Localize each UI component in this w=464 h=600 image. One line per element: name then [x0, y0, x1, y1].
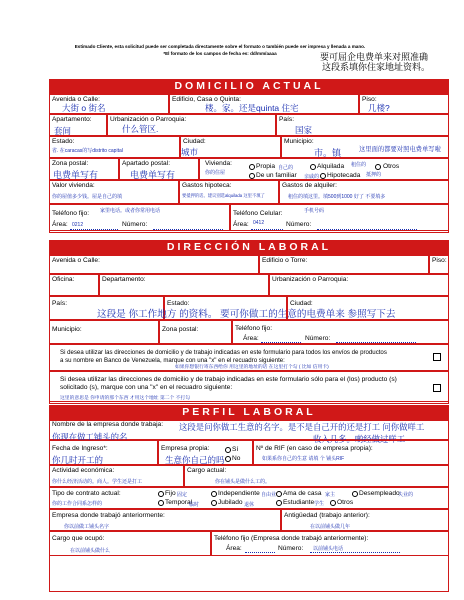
otros-label: Otros: [383, 163, 400, 170]
radio-no[interactable]: [225, 456, 231, 462]
field-avenida[interactable]: [49, 94, 169, 114]
temporal-label: Temporal: [165, 499, 193, 506]
empresa-nombre-value2: 收入几多。啲经做过咩工: [313, 434, 406, 444]
note-utility-bill: 要可屈企电费单来对照准确: [320, 52, 429, 62]
radio-fijo[interactable]: [158, 491, 164, 497]
fecha-ingreso-label: Fecha de Ingreso*:: [52, 445, 108, 452]
lab-edificio-label: Edificio o Torre:: [262, 257, 308, 264]
desempleado-note: 失业的: [398, 492, 414, 498]
familiar-note: 亲戚的: [304, 174, 320, 180]
empresa-propia-value: 生意你自己的吗: [165, 455, 225, 465]
apartado-postal-value: 电费单写有: [130, 170, 176, 180]
hipotecada-note: 抵押的: [366, 172, 382, 178]
lab-numero-label: Número:: [305, 335, 331, 342]
check1-text: Si desea utilizar las direcciones de domicilio y de trabajo indicadas en este formulario para todos los envíos de productos a su nombre en Banco de Venezuela, marque con una "x" en el recuadro siguiente:: [60, 349, 387, 364]
fijo-note: 固定: [177, 492, 188, 498]
lab-field-edificio[interactable]: [259, 255, 429, 274]
apartamento-value: 套间: [54, 126, 72, 136]
antiguedad-value: 在以前铺头做几年: [310, 524, 351, 530]
otros-contrato-label: Otros: [337, 499, 354, 506]
municipio-label: Municipio:: [284, 138, 314, 145]
instructions-line1: Estimado Cliente, esta solicitud puede ser completada directamente sobre el formato o también puede ser impresa y llenada a mano.: [74, 44, 366, 49]
field-valor-vivienda[interactable]: [49, 180, 179, 204]
check1-note: 如果你想银行寄东西给你 用这里的地址的话 在这里打个勾 ( 比如 信用卡): [175, 365, 329, 370]
gastos-alquiler-label: Gastos de alquiler:: [282, 182, 337, 189]
lab-zona-label: Zona postal:: [162, 326, 199, 333]
cargo-ocupo-value: 在以前铺头做什么: [70, 548, 111, 554]
field-telefono-celular: [230, 204, 449, 231]
piso-value: 几楼?: [368, 103, 390, 113]
lab-urbanizacion-label: Urbanización o Parroquia:: [272, 276, 349, 283]
field-cargo-ocupo[interactable]: [49, 531, 211, 556]
piso-label: Piso:: [362, 96, 377, 103]
pais-label: País:: [279, 116, 295, 123]
field-estado[interactable]: [49, 136, 180, 158]
cargo-actual-label: Cargo actual:: [187, 467, 227, 474]
temporal-note: 临时: [189, 502, 200, 508]
actividad-label: Actividad económica:: [52, 467, 115, 474]
avenida-label: Avenida o Calle:: [52, 96, 100, 103]
empresa-anterior-value: 你以前做工铺头名字: [64, 524, 110, 530]
celular-label: Teléfono Celular:: [233, 210, 283, 217]
cel-numero-line: [317, 229, 417, 230]
tel-ant-value[interactable]: 以前铺头电话: [313, 546, 344, 552]
field-cargo-actual[interactable]: [184, 465, 449, 487]
tipo-contrato-value: 你的工作合同系怎样的: [52, 501, 103, 507]
laboral-note: 这段是 你工作地方 的资料。 要可你做工的生意的电费单来 参照写下去: [97, 309, 396, 320]
lab-piso-label: Piso:: [432, 257, 447, 264]
estado-value: 省. 在caracas的写distrito capital: [52, 148, 123, 154]
tel-ant-numero-line: [310, 552, 400, 553]
ciudad-label: Ciudad:: [183, 138, 206, 145]
alquilada-note: 租住的: [351, 162, 367, 168]
lab-estado-label: Estado:: [167, 300, 190, 307]
field-piso[interactable]: [359, 94, 449, 114]
field-empresa-nombre[interactable]: [49, 420, 449, 444]
rif-value: 如果系你自己的生意 请填 个 铺头RIF: [262, 456, 345, 462]
pais-value: 国家: [295, 125, 313, 135]
ama-casa-label: Ama de casa: [283, 490, 322, 497]
field-apartado-postal[interactable]: [119, 158, 199, 180]
radio-si[interactable]: [225, 447, 231, 453]
urbanizacion-label: Urbanización o Parroquia:: [110, 116, 187, 123]
independiente-label: Independiente: [218, 490, 260, 497]
field-empresa-anterior[interactable]: [49, 509, 281, 531]
radio-hipotecada[interactable]: [320, 173, 326, 179]
radio-temporal[interactable]: [158, 500, 164, 506]
field-telefono-anterior: [211, 531, 449, 556]
ama-casa-note: 家主: [325, 492, 336, 498]
radio-otros-contrato[interactable]: [330, 500, 336, 506]
lab-field-oficina[interactable]: [49, 274, 99, 296]
telefono-fijo-label: Teléfono fijo:: [52, 210, 90, 217]
radio-propia[interactable]: [249, 164, 255, 170]
field-actividad[interactable]: [49, 465, 184, 487]
area-line: [70, 229, 118, 230]
ciudad-value: 城市: [181, 147, 199, 157]
check1-row: [49, 344, 449, 371]
propia-label: Propia: [256, 163, 276, 170]
field-ciudad[interactable]: [180, 136, 281, 158]
estudiante-note: 学生: [314, 501, 325, 507]
cel-area-value[interactable]: 0412: [253, 220, 265, 226]
gastos-hipoteca-label: Gastos hipoteca:: [182, 182, 232, 189]
radio-desempleado[interactable]: [352, 491, 358, 497]
telefono-anterior-label: Teléfono fijo (Empresa donde trabajó anteriormente):: [214, 535, 369, 542]
radio-otros[interactable]: [375, 164, 381, 170]
independiente-note: 自由业: [261, 492, 277, 498]
alquilada-label: Alquilada: [317, 163, 345, 170]
zona-postal-value: 电费单写有: [53, 170, 99, 180]
valor-vivienda-label: Valor vivienda:: [52, 182, 95, 189]
fecha-ingreso-value: 你几时开工的: [52, 455, 104, 465]
section-title-domicilio: DOMICILIO ACTUAL: [49, 79, 449, 94]
rif-label: Nº de RIF (en caso de empresa propia):: [256, 445, 373, 452]
check2-note: 这里的意思是 你申请的那个东西 才用这个地址 第二个 不打勾: [60, 396, 191, 401]
vivienda-label: Vivienda:: [205, 160, 233, 167]
field-empresa-propia: [158, 440, 253, 465]
tipo-contrato-label: Tipo de contrato actual:: [52, 490, 121, 497]
field-telefono-fijo: [49, 204, 230, 231]
no-label: No: [232, 455, 241, 462]
si-label: Sí: [232, 446, 239, 453]
estudiante-label: Estudiante: [283, 499, 315, 506]
lab-numero-line: [336, 342, 416, 343]
numero-label: Número:: [122, 221, 148, 228]
empresa-nombre-note: 这段是问你做工生意的名字。是不是自己开的还是打工 问你做咩工: [179, 422, 425, 432]
hipotecada-label: Hipotecada: [327, 172, 361, 179]
tel-ant-numero-label: Número:: [278, 545, 304, 552]
lab-telefono-label: Teléfono fijo:: [235, 325, 273, 332]
section-title-perfil: PERFIL LABORAL: [49, 405, 449, 420]
check2-row: [49, 371, 449, 402]
empresa-propia-label: Empresa propia:: [161, 445, 210, 452]
field-fecha-ingreso[interactable]: [49, 440, 158, 465]
lab-ciudad-label: Ciudad:: [290, 300, 313, 307]
empresa-anterior-label: Empresa donde trabajó anteriormente:: [52, 512, 165, 519]
lab-municipio-label: Municipio:: [52, 326, 82, 333]
lab-departamento-label: Departamento:: [102, 276, 146, 283]
familiar-label: De un familiar: [256, 172, 297, 179]
radio-familiar[interactable]: [249, 173, 255, 179]
telefono-fijo-note: 家里电话。或者你常用电话: [100, 208, 161, 214]
empresa-nombre-label: Nombre de la empresa donde trabaja:: [52, 421, 164, 428]
empresa-nombre-value: 你现在做工铺头的名: [52, 432, 128, 442]
municipio-note: 这里面的都要对照电费单写啦: [359, 146, 441, 153]
urbanizacion-value: 什么管区.: [122, 124, 159, 134]
fijo-label: Fijo: [165, 490, 176, 497]
lab-field-urbanizacion[interactable]: [269, 274, 449, 296]
check1-box[interactable]: [433, 353, 441, 361]
lab-field-zona[interactable]: [159, 320, 232, 344]
apartamento-label: Apartamento:: [52, 116, 92, 123]
field-apartamento[interactable]: [49, 114, 107, 136]
radio-jubilado[interactable]: [211, 500, 217, 506]
radio-independiente[interactable]: [211, 491, 217, 497]
field-tipo-contrato: [49, 487, 449, 509]
field-edificio[interactable]: [169, 94, 359, 114]
desempleado-label: Desempleado: [359, 490, 400, 497]
zona-postal-label: Zona postal:: [52, 160, 89, 167]
lab-field-departamento[interactable]: [99, 274, 269, 296]
lab-field-piso[interactable]: [429, 255, 449, 274]
cargo-ocupo-label: Cargo que ocupó:: [52, 535, 105, 542]
cargo-actual-value: 你在铺头是做什么工的。: [215, 479, 271, 485]
lab-field-municipio[interactable]: [49, 320, 159, 344]
check2-text: Si desea utilizar las direcciones de domicilio y de trabajo indicadas en este formulario sólo para el (los) producto (s) solicitado (s), marque con una "x" en el recuadro siguiente:: [60, 376, 397, 391]
edificio-value: 楼。家。还是quinta 住宅: [205, 103, 299, 113]
field-pais[interactable]: [276, 114, 449, 136]
propia-note: 自己的: [278, 165, 294, 171]
check2-box[interactable]: [433, 384, 441, 392]
cel-area-label: Área:: [233, 221, 249, 228]
lab-area-line: [261, 342, 301, 343]
instructions-line2: *El formato de los campos de fecha es: dd/mm/aaaa: [163, 51, 277, 56]
field-urbanizacion[interactable]: [107, 114, 276, 136]
cel-numero-label: Número:: [286, 221, 312, 228]
field-rif[interactable]: [253, 440, 449, 465]
municipio-value: 市。镇: [314, 148, 342, 158]
lab-oficina-label: Oficina:: [52, 276, 75, 283]
lab-area-label: Área:: [243, 335, 259, 342]
area-label: Área:: [52, 221, 68, 228]
radio-estudiante[interactable]: [276, 500, 282, 506]
actividad-value: 你什么经济活动的。商人。学生还是打工: [52, 479, 143, 485]
edificio-label: Edificio, Casa o Quinta:: [172, 96, 241, 103]
gastos-hipoteca-value: 要抵押的话。建议别选alquilada 这里不填了: [182, 193, 265, 198]
gastos-alquiler-value: 租住的填这里。填500到1000 好了 不要填多: [288, 194, 386, 200]
field-gastos-hipoteca[interactable]: [179, 180, 279, 204]
field-zona-postal[interactable]: [49, 158, 119, 180]
valor-vivienda-value: 你的屋值多少钱。屋是自己的填: [52, 194, 123, 200]
avenida-value: 大街 o 街名: [62, 103, 106, 113]
lab-field-avenida[interactable]: [49, 255, 259, 274]
lab-field-telefono: [232, 320, 449, 344]
radio-alquilada[interactable]: [310, 164, 316, 170]
field-vivienda: [199, 158, 449, 180]
numero-line: [153, 229, 223, 230]
field-gastos-alquiler[interactable]: [279, 180, 449, 204]
field-antiguedad[interactable]: [281, 509, 449, 531]
jubilado-label: Jubilado: [218, 499, 243, 506]
radio-ama-casa[interactable]: [276, 491, 282, 497]
vivienda-note: 你的住屋: [205, 170, 226, 176]
note-home-address: 这段系填你住家地址资料。: [322, 62, 431, 72]
lab-avenida-label: Avenida o Calle:: [52, 257, 100, 264]
tel-ant-area-line: [245, 552, 275, 553]
tel-ant-area-label: Área:: [226, 545, 242, 552]
area-value[interactable]: 0212: [72, 222, 84, 228]
antiguedad-label: Antigüedad (trabajo anterior):: [284, 512, 370, 519]
lab-pais-label: País:: [52, 300, 68, 307]
cel-area-line: [251, 229, 283, 230]
estado-label: Estado:: [52, 138, 75, 145]
apartado-postal-label: Apartado postal:: [122, 160, 171, 167]
celular-note: 手机号码: [304, 208, 325, 214]
jubilado-note: 退休: [244, 502, 255, 508]
section-title-laboral: DIRECCIÓN LABORAL: [49, 240, 449, 255]
